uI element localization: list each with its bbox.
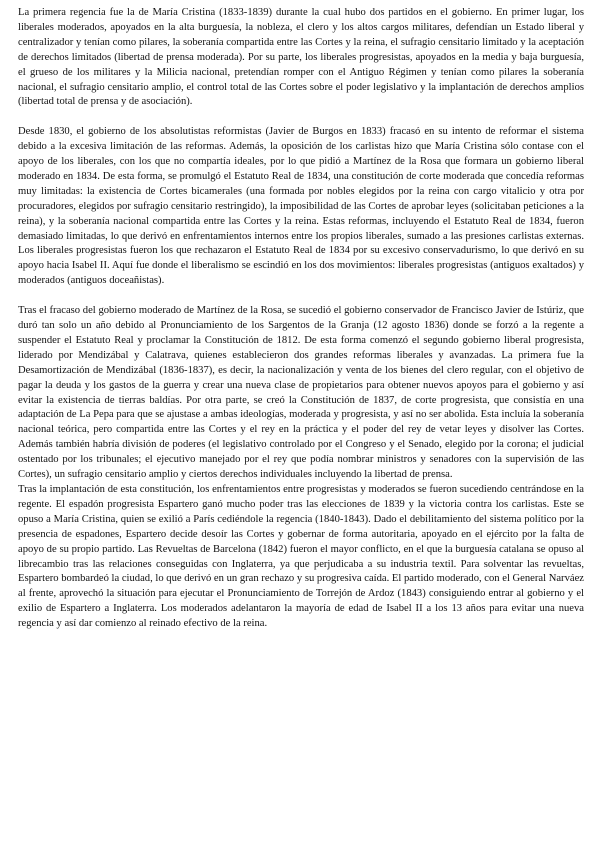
document-body [18, 6, 584, 632]
paragraph-absolutistas-reformistas: Desde 1830, el gobierno de los absolutistas reformistas (Javier de Burgos en 1833) fracasó en su intento de reformar el sistema debido a la excesiva limitación de las reformas. Además, la oposición de los carlistas hizo que María Cristina sólo contase con el apoyo de los liberales, con los que no compartía ideales, por lo que pidió a Martínez de la Rosa que formara un gobierno liberal moderado en 1834. De esta forma, se promulgó el Estatuto Real de 1834, una constitución de corte moderada que concedía reformas muy limitadas: la existencia de Cortes bicamerales (una formada por nobles elegidos por la reina con cargo vitalicio y otra por procuradores, elegidos por sufragio censitario restringido), la imposibilidad de las Cortes de aprobar leyes (solicitaban peticiones a la reina), y la soberanía nacional compartida entre las Cortes y la reina. Estas reformas, incluyendo el Estatuto Real de 1834, fueron demasiado limitadas, lo que derivó en enfrentamientos internos entre los propios liberales, sumado a las presiones carlistas externas. Los liberales progresistas fueron los que rechazaron el Estatuto Real de 1834 por su excesivo conservadurismo, lo que derivó en su apoyo hacia Isabel II. Aquí fue donde el liberalismo se escindió en los dos movimientos: liberales progresistas (antiguos exaltados) y moderados (antiguos doceañistas). [18, 126, 584, 287]
paragraph-regencia-maria-cristina: La primera regencia fue la de María Cristina (1833-1839) durante la cual hubo dos partidos en el gobierno. En primer lugar, los liberales moderados, apoyados en la alta burguesía, la nobleza, el clero y los altos cargos militares, defendían un Estado liberal y centralizador y tenían como pilares, la soberanía compartida entre las Cortes y la reina, el sufragio censitario limitado y la aceptación de derechos limitados (libertad de prensa moderada). Por su parte, los liberales progresistas, apoyados en la media y baja burguesía, el grueso de los militares y la Milicia nacional, pretendían romper con el Antiguo Régimen y tenían como pilares la soberanía nacional, el sufragio censitario amplio, el control total de las Cortes sobre el poder legislativo y la implantación de derechos amplios (libertad total de prensa y de asociación). [18, 7, 584, 108]
paragraph-gobierno-progresista: Tras el fracaso del gobierno moderado de Martínez de la Rosa, se sucedió el gobierno conservador de Francisco Javier de Istúriz, que duró tan solo un año debido al Pronunciamiento de los Sargentos de la Granja (12 agosto 1836) donde se forzó a la regente a suspender el Estatuto Real y proclamar la Constitución de 1812. De esta forma comenzó el segundo gobierno liberal progresista, liderado por Mendizábal y Calatrava, quienes establecieron dos grandes reformas liberales y avanzadas. La primera fue la Desamortización de Mendizábal (1836-1837), es decir, la nacionalización y venta de los bienes del clero regular, con el objetivo de pagar la deuda y los gastos de la guerra y crear una nueva clase de propietarios para obtener nuevos apoyos para el gobierno y así evitar la existencia de tierras baldías. Por otra parte, se creó la Constitución de 1837, de corte progresista, que consistía en una adaptación de La Pepa para que se ajustase a ambas ideologías, moderada y progresista, y así no ser abolida. Esta incluía la soberanía nacional teórica, pero compartida entre las Cortes y el rey en la práctica y el poder del rey de vetar leyes y disolver las Cortes. Además también habría división de poderes (el legislativo controlado por el Congreso y el Senado, elegido por la corona; el judicial ostentado por los tribunales; el ejecutivo manejado por el rey que podía nombrar ministros y senadores con la supervisión de las Cortes), un sufragio censitario amplio y ciertos derechos individuales incluyendo la libertad de prensa. [18, 305, 584, 481]
paragraph-regencia-espartero: Tras la implantación de esta constitución, los enfrentamientos entre progresistas y moderados se fueron sucediendo centrándose en la regente. El espadón progresista Espartero ganó mucho poder tras las elecciones de 1839 y la victoria contra los carlistas. Este se opuso a María Cristina, quien se exilió a París cediéndole la regencia (1840-1843). Dado el debilitamiento del sistema político por la presencia de espadones, Espartero decide desoír las Cortes y gobernar de forma autoritaria, apoyado en el ejército por la falta de apoyo de su propio partido. Las Revueltas de Barcelona (1842) fueron el mayor conflicto, en el que la burguesía catalana se opuso al librecambio tras las relaciones conseguidas con Inglaterra, ya que perjudicaba a su industria textil. Para solventar las revueltas, Espartero bombardeó la ciudad, lo que derivó en un gran rechazo y su progresiva caída. El partido moderado, con el General Narváez al frente, aprovechó la situación para ejecutar el Pronunciamiento de Torrejón de Ardoz (1843) consiguiendo entrar al gobierno y el exilio de Espartero a Inglaterra. Los moderados adelantaron la mayoría de edad de Isabel II a los 13 años para evitar una nueva regencia y así dar comienzo al reinado efectivo de la reina. [18, 483, 584, 630]
